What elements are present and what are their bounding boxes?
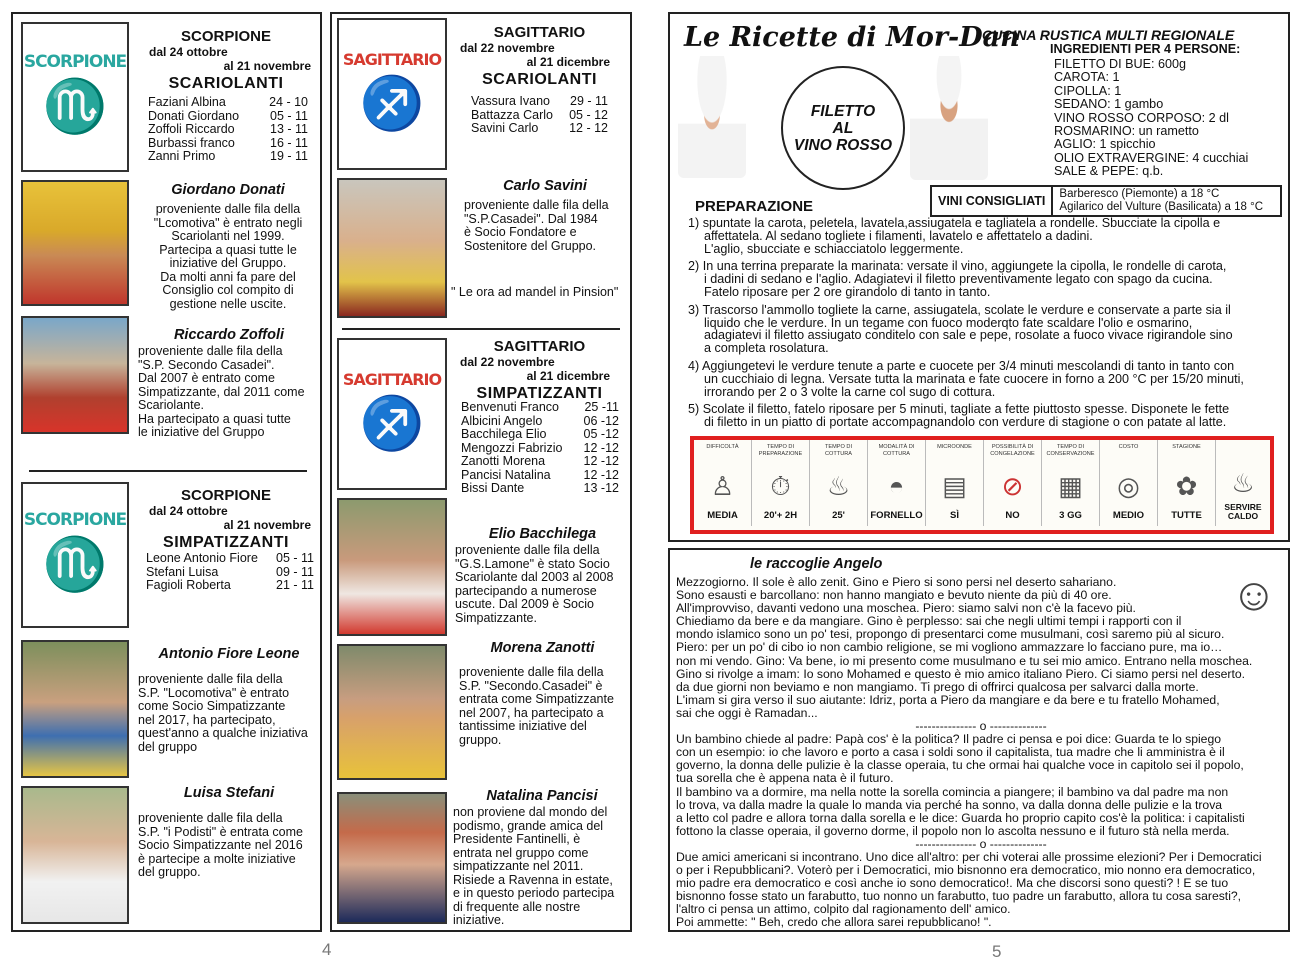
microwave-icon: ▤ <box>942 471 967 501</box>
scorpione-logo-text: SCORPIONE <box>23 510 127 530</box>
list-item: Zanotti Morena 12 -12 <box>461 454 619 468</box>
scorpione-names-2 <box>146 552 314 593</box>
ingredients-list <box>1054 58 1248 179</box>
list-item: FILETTO DI BUE: 600g <box>1054 57 1187 71</box>
zodiac-date-to: al 21 novembre <box>223 518 311 532</box>
chef-woman-photo <box>678 56 746 178</box>
coins-icon: ◎ <box>1117 471 1140 501</box>
wines-box <box>930 185 1282 217</box>
scorpion-drawing-icon: ♏ <box>42 78 108 136</box>
zodiac-group: SCARIOLANTI <box>168 75 284 92</box>
photo-giordano-donati <box>21 180 129 306</box>
zodiac-date-to: al 21 dicembre <box>526 55 610 69</box>
list-item: AGLIO: 1 spicchio <box>1054 137 1156 152</box>
scorpione-logo-2 <box>21 482 129 628</box>
photo-elio-bacchilega <box>337 498 447 636</box>
info-prep-time: TEMPO DI PREPARAZIONE ⏱ 20'+ 2H <box>752 440 810 526</box>
profile-antonio-fiore-leone <box>138 646 320 754</box>
step: 5) Scolate il filetto, fatelo riposare per 5 minuti, tagliate a fette piuttosto spesse. Disponete le fette di filetto in un piatto di portate accompagnandolo con verdure di stagione o con patate al latte. <box>688 402 1230 430</box>
joke-block: Due amici americani si incontrano. Uno dice all'altro: per chi voterai alle prossime elezioni? Per i Democratici o per i Repubblicani?. Voterò per i Democratici, mio bisnonno era democratico, mio nonno era democratico, mio padre era democratico e così anche io sono democratico!. Ma che discorsi sono questi? ! E se tuo bisnonno fosse stato un farabutto, tuo nonno un farabutto, tuo padre un farabutto, allora tu cosa saresti?, l'altro ci pensa un attimo, colpito dal ragionamento dell' amico. Poi ammette: " Beh, credo che allora sarei repubblicano! ". <box>676 849 1262 930</box>
scorpione-header-1 <box>141 28 311 93</box>
photo-riccardo-zoffoli <box>21 316 129 434</box>
scorpione-logo-text: SCORPIONE <box>23 52 127 72</box>
sagittario-logo-text: SAGITTARIO <box>342 369 442 389</box>
page-number-5: 5 <box>992 942 1002 961</box>
person-name: Morena Zanotti <box>490 640 595 656</box>
hot-dish-icon: ♨ <box>1231 467 1255 498</box>
zodiac-date-to: al 21 dicembre <box>526 369 610 383</box>
no-freeze-icon: ⊘ <box>1001 471 1024 501</box>
sagittario-logo-1 <box>337 18 447 170</box>
sagittario-names-1 <box>471 95 608 136</box>
sagittario-header-1 <box>457 24 622 89</box>
jokes-text <box>676 576 1286 930</box>
person-bio: proveniente dalle fila della S.P. "Locomotiva" è entrato come Socio Simpatizzante nel 2017, ha partecipato, quest'anno a qualche iniziativa del gruppo <box>138 672 308 754</box>
cook-icon: ♨ <box>826 471 851 501</box>
list-item: Barberesco (Piemonte) a 18 °C <box>1059 188 1220 200</box>
profile-elio-bacchilega <box>455 526 630 625</box>
list-item: Fagioli Roberta 21 - 11 <box>146 578 314 592</box>
pot-icon: ◓ <box>888 471 905 501</box>
chef-hat-icon: ♙ <box>710 471 735 501</box>
zodiac-date-from: dal 22 novembre <box>460 41 555 55</box>
sagittario-logo-text: SAGITTARIO <box>342 49 442 69</box>
recipe-info-strip <box>690 436 1274 534</box>
dish-line: AL <box>832 119 854 137</box>
profile-luisa-stefani <box>138 785 320 880</box>
list-item: Agilarico del Vulture (Basilicata) a 18 °C <box>1059 201 1264 213</box>
list-item: Donati Giordano 05 - 11 <box>148 108 308 123</box>
sagittario-names-2 <box>461 401 619 496</box>
person-name: Riccardo Zoffoli <box>173 327 285 343</box>
zodiac-group: SCARIOLANTI <box>482 71 597 88</box>
recipe-cuisine: CUCINA RUSTICA MULTI REGIONALE <box>982 27 1235 43</box>
scorpion-drawing-icon: ♏ <box>42 536 108 594</box>
dish-circle <box>781 66 905 190</box>
person-name: Elio Bacchilega <box>488 526 597 542</box>
quote-text: " Le ora ad mandel in Pinsion" <box>451 285 619 299</box>
list-item: Savini Carlo 12 - 12 <box>471 121 608 135</box>
dish-line: VINO ROSSO <box>793 136 893 154</box>
person-name: Natalina Pancisi <box>486 788 598 804</box>
step: 3) Trascorso l'ammollo togliete la carne, assiugatela, scolate le verdure e conservate a parte sia il liquido che le verdure. In un tegame con fuoco moderqto fate scaldare l'olio e osmarino, adagiatevi il filetto assiugato conditelo con sale e pepe, rosolate a fuoco vivace rigirandole sino a completa rosolatura. <box>688 302 1233 356</box>
person-name: Luisa Stefani <box>183 785 275 801</box>
person-name: Giordano Donati <box>171 182 285 198</box>
photo-luisa-stefani <box>21 786 129 924</box>
list-item: Vassura Ivano 29 - 11 <box>471 94 608 108</box>
sagittario-logo-2 <box>337 338 447 490</box>
dish-line: FILETTO <box>810 102 876 120</box>
list-item: Battazza Carlo 05 - 12 <box>471 107 608 122</box>
list-item: Zanni Primo 19 - 11 <box>148 149 308 163</box>
person-bio: proveniente dalle fila della "G.S.Lamone" è stato Socio Scariolante dal 2003 al 2008 partecipando a numerose uscute. Dal 2009 è Socio Simpatizzante. <box>455 543 614 625</box>
page-number-4: 4 <box>322 940 332 959</box>
scorpione-names-1 <box>148 96 308 164</box>
separator: --------------- o -------------- <box>915 719 1047 734</box>
list-item: VINO ROSSO CORPOSO: 2 dl <box>1054 110 1229 125</box>
list-item: SEDANO: 1 gambo <box>1054 97 1164 112</box>
info-cook-time: TEMPO DI COTTURA ♨ 25' <box>810 440 868 526</box>
season-icon: ✿ <box>1175 471 1198 501</box>
scorpione-header-2 <box>141 487 311 552</box>
timer-icon: ⏱ <box>770 471 791 501</box>
list-item: Faziani Albina 24 - 10 <box>148 95 308 109</box>
zodiac-date-from: dal 24 ottobre <box>149 45 228 59</box>
profile-giordano-donati <box>138 182 318 311</box>
list-item: Albicini Angelo 06 -12 <box>461 413 619 428</box>
step: 2) In una terrina preparate la marinata: versate il vino, aggiungete la cipolla, le rondelle di carota, i dadini di sedano e l'aglio. Adagiatevi il filetto preventivamente legato con spago da cucina. Fatelo riposare per 2 ore girandolo di tanto in tanto. <box>688 259 1227 299</box>
step: 4) Aggiungetevi le verdure tenute a parte e cuocete per 3/4 minuti mescolandi di tanto in tanto con un cucchiaio di legna. Versate tutta la marinata e fate cuocere in forno a 200 °C per 15/20 minuti, irrorando per 2 o 3 volte la carne col sugo di cottura. <box>688 358 1244 399</box>
divider <box>29 470 307 472</box>
info-cost: COSTO ◎ MEDIO <box>1100 440 1158 526</box>
archer-drawing-icon: ♐ <box>359 394 425 453</box>
page4-column-right <box>330 12 632 932</box>
list-item: Bissi Dante 13 -12 <box>461 481 619 495</box>
zodiac-date-to: al 21 novembre <box>223 59 311 73</box>
divider <box>342 328 620 330</box>
zodiac-group: SIMPATIZZANTI <box>476 385 603 402</box>
person-bio: proveniente dalle fila della "S.P. Secondo Casadei". Dal 2007 è entrato come Simpatizzante, dal 2011 come Scariolante. Ha partecipato a quasi tutte le iniziative del Gruppo <box>138 344 305 439</box>
page4-column-left <box>11 12 322 932</box>
preparation-title: PREPARAZIONE <box>695 198 814 215</box>
zodiac-title: SAGITTARIO <box>493 24 586 41</box>
list-item: Stefani Luisa 09 - 11 <box>146 564 314 579</box>
wines-label: VINI CONSIGLIATI <box>932 187 1053 215</box>
info-cook-mode: MODALITÀ DI COTTURA ◓ FORNELLO <box>868 440 926 526</box>
chef-man-photo <box>910 56 988 180</box>
joke-block: Mezzogiorno. Il sole è allo zenit. Gino e Piero si sono persi nel deserto sahariano. Sono esausti e barcollano: non hanno mangiato e bevuto niente da più di 40 ore. All'improvviso, davanti vedono una moschea. Piero: siamo salvi non c'è la facevo più. Chiediamo da bere e da mangiare. Gino è perplesso: sai che negli ultimi tempi i rapporti con il mondo islamico sono un po' tesi, propongo di presentarci come musulmani, così saremo più al sicuro. Piero: per un po' di cibo io non cambio religione, se mi vogliono ammazzare lo facciano pure, ma io… non mi vendo. Gino: Va bene, io mi presento come musulmano e tu sei mio amico. Entrano nella moschea. Gino si rivolge a imam: Io sono Mohamed e questo è mio amico italiano Piero. Ci siamo persi nel deserto. da due giorni non beviamo e non mangiamo. Ti prego di offrirci qualcosa per salvarci dalla morte. L'imam si gira verso il suo aiutante: Idriz, porta a Piero da mangiare e da bere e tu fratello Mohamed, sai che oggi è Ramadan... <box>676 575 1253 720</box>
step: 1) spuntate la carota, peletela, lavatela,assiugatela e tagliatela a rondelle. Sbucciate la cipolla e affettatela. Al sedano togliete i filamenti, lavatelo e affettatelo a dadini. L'aglio, sbucciate e schiacciatolo leggermente. <box>688 216 1221 256</box>
photo-natalina-pancisi <box>337 792 447 924</box>
list-item: ROSMARINO: un rametto <box>1054 124 1199 139</box>
zodiac-title: SCORPIONE <box>180 28 271 45</box>
list-item: CIPOLLA: 1 <box>1054 83 1122 98</box>
recipe-panel <box>668 12 1290 542</box>
list-item: SALE & PEPE: q.b. <box>1054 164 1164 179</box>
photo-morena-zanotti <box>337 644 447 780</box>
info-serve: ♨ SERVIRE CALDO <box>1216 440 1270 526</box>
jokes-panel <box>668 548 1290 932</box>
archer-drawing-icon: ♐ <box>359 74 425 133</box>
scorpione-logo-1 <box>21 22 129 172</box>
info-season: STAGIONE ✿ TUTTE <box>1158 440 1216 526</box>
info-difficulty: DIFFICOLTÀ ♙ MEDIA <box>694 440 752 526</box>
preparation-steps <box>688 217 1288 429</box>
person-bio: proveniente dalle fila della S.P. "Secondo.Casadei" è entrata come Simpatizzante nel 2007, ha partecipato a tantissime iniziative del gruppo. <box>459 665 614 747</box>
recipe-brand: Le Ricette di Mor-Dan <box>684 22 1020 53</box>
zodiac-title: SAGITTARIO <box>493 338 586 355</box>
info-microwave: MICROONDE ▤ SÌ <box>926 440 984 526</box>
list-item: CAROTA: 1 <box>1054 70 1120 85</box>
list-item: OLIO EXTRAVERGINE: 4 cucchiai <box>1054 150 1249 165</box>
zodiac-date-from: dal 22 novembre <box>460 355 555 369</box>
joke-block: Un bambino chiede al padre: Papà cos' è la politica? Il padre ci pensa e poi dice: Guarda te lo spiego con un esempio: io che lavoro e porto a casa i soldi sono il capitalista, tua madre che li amministra è il governo, la donna delle pulizie è la classe operaia, tu che ormai hai qualche voce in capitolo sei il popolo, tua sorella che è appena nata è il futuro. Il bambino va a dormire, ma nella notte la sorella comincia a piangere; il bambino va dal padre ma non lo trova, va dalla madre la quale lo manda via perché ha sonno, va dalla donna delle pulizie e la trova a letto col padre e allora torna dalla sorella e le dice: Guarda ho proprio capito cos'è la politica: i capitalisti fottono la classe operaia, il governo dorme, il popolo non lo ascolta nessuno e il futuro stà nella merda. <box>676 732 1245 838</box>
sagittario-header-2 <box>457 338 622 403</box>
person-name: Carlo Savini <box>503 178 587 194</box>
separator: --------------- o -------------- <box>915 836 1047 851</box>
calendar-icon: ▦ <box>1058 471 1083 501</box>
profile-carlo-savini <box>460 178 630 253</box>
person-name: Antonio Fiore Leone <box>158 646 300 662</box>
wines-list <box>1053 188 1263 214</box>
list-item: Zoffoli Riccardo 13 - 11 <box>148 122 308 136</box>
zodiac-date-from: dal 24 ottobre <box>149 504 228 518</box>
list-item: Pancisi Natalina 12 -12 <box>461 467 619 482</box>
jokes-title: le raccoglie Angelo <box>750 556 883 572</box>
profile-riccardo-zoffoli <box>138 327 320 440</box>
list-item: Bacchilega Elio 05 -12 <box>461 427 619 441</box>
info-freezing: POSSIBILITÀ DI CONGELAZIONE ⊘ NO <box>984 440 1042 526</box>
list-item: Burbassi franco 16 - 11 <box>148 135 308 150</box>
person-bio: non proviene dal mondo del podismo, grande amica del Presidente Fantinelli, è entrata nel gruppo come simpatizzante nel 2011. Risiede a Ravenna in estate, e in questo periodo partecipa di frequente alle nostre iniziative. <box>453 805 615 927</box>
list-item: Mengozzi Fabrizio 12 -12 <box>461 440 619 455</box>
person-bio: proveniente dalle fila della "Lcomotiva" è entrato negli Scariolanti nel 1999. Partecipa a quasi tutte le iniziative del Gruppo. Da molti anni fa pare del Consiglio col compito di gestione nelle uscite. <box>153 202 303 311</box>
person-bio: proveniente dalle fila della S.P. "i Podisti" è entrata come Socio Simpatizzante nel 2016 è partecipe a molte iniziative del gruppo. <box>138 811 303 879</box>
profile-morena-zanotti <box>455 640 630 747</box>
caricature-icon: ☺ <box>1230 568 1278 620</box>
photo-carlo-savini <box>337 178 447 318</box>
info-storage: TEMPO DI CONSERVAZIONE ▦ 3 GG <box>1042 440 1100 526</box>
person-bio: proveniente dalle fila della "S.P.Casadei". Dal 1984 è Socio Fondatore e Sostenitore del Gruppo. <box>464 198 609 253</box>
profile-natalina-pancisi <box>453 788 631 928</box>
photo-antonio-fiore-leone <box>21 640 129 778</box>
zodiac-title: SCORPIONE <box>180 487 271 504</box>
ingredients-title: INGREDIENTI PER 4 PERSONE: <box>1050 42 1241 56</box>
list-item: Leone Antonio Fiore 05 - 11 <box>146 551 314 565</box>
list-item: Benvenuti Franco 25 -11 <box>461 400 619 414</box>
zodiac-group: SIMPATIZZANTI <box>163 534 289 551</box>
